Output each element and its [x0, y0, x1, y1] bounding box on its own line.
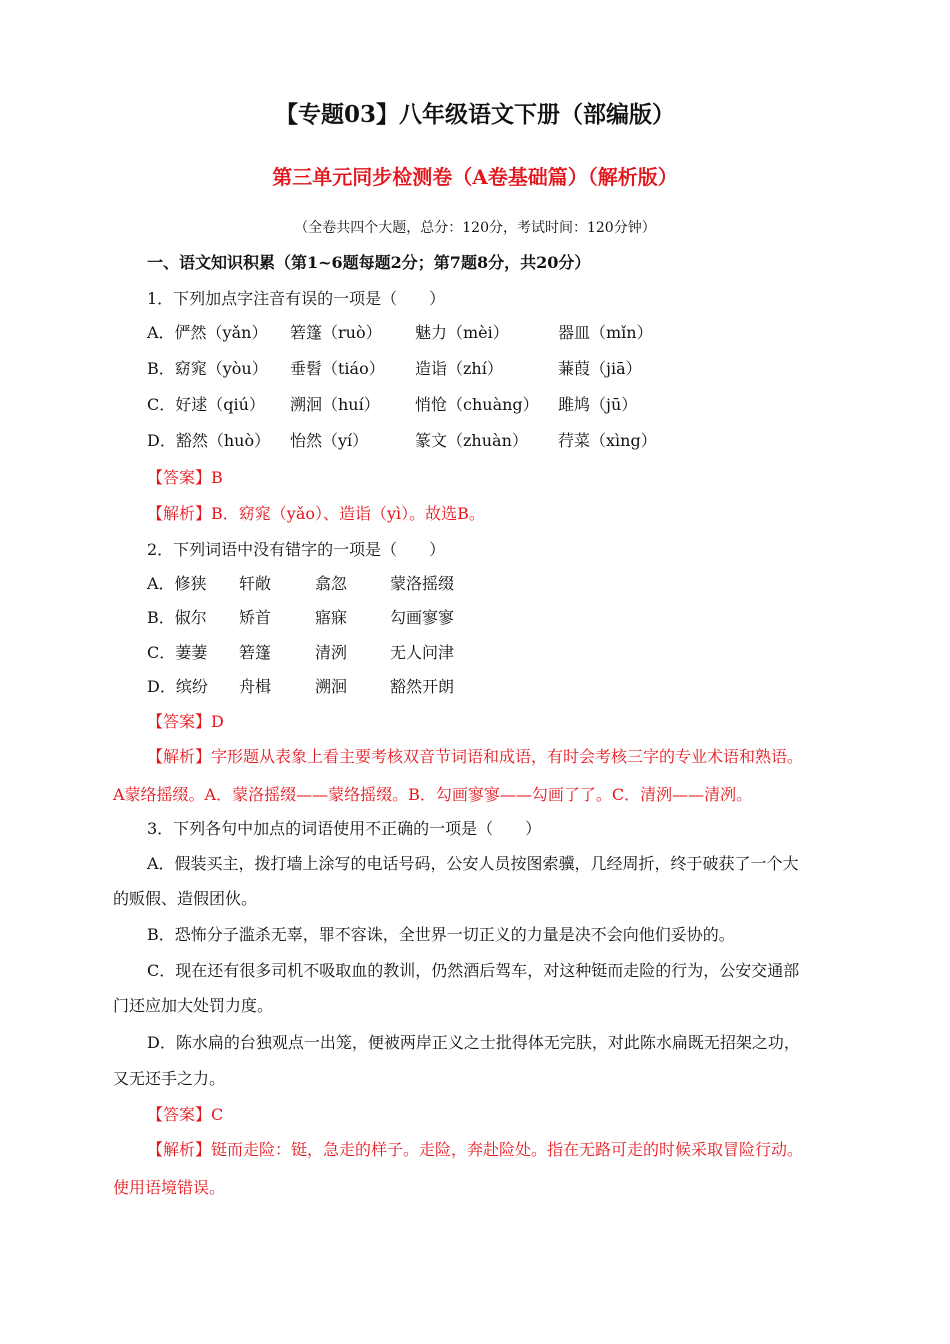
q1-b-2: 垂髫（tiáo） — [290, 359, 385, 378]
q1-c-1: C．好逑（qiú） — [147, 395, 265, 414]
q3-analysis — [147, 1139, 803, 1161]
answer-label: 【答案】 — [147, 468, 212, 487]
q3-option-d-cont: 又无还手之力。 — [113, 1069, 226, 1088]
q2-b-3: 寤寐 — [315, 608, 348, 627]
q2-stem: 2．下列词语中没有错字的一项是（ ） — [147, 540, 446, 559]
q2-analysis — [147, 746, 803, 768]
q3-option-a-cont: 的贩假、造假团伙。 — [113, 889, 258, 908]
q2-d-4: 豁然开朗 — [390, 677, 455, 696]
q1-b-3: 造诣（zhí） — [415, 359, 503, 378]
q1-c-3: 悄怆（chuàng） — [415, 395, 539, 414]
q3-option-a: A．假装买主，拨打墙上涂写的电话号码，公安人员按图索骥，几经周折，终于破获了一个大 — [147, 854, 799, 873]
q1-a-1: A．俨然（yǎn） — [147, 323, 268, 342]
q2-answer — [147, 711, 224, 733]
q3-option-d: D．陈水扁的台独观点一出笼，便被两岸正义之士批得体无完肤，对此陈水扁既无招架之功， — [147, 1033, 800, 1052]
q3-stem: 3．下列各句中加点的词语使用不正确的一项是（ ） — [147, 819, 542, 838]
q2-c-4: 无人问津 — [390, 643, 455, 662]
q1-a-2: 箬篷（ruò） — [290, 323, 382, 342]
q1-a-4: 器皿（mǐn） — [558, 323, 653, 342]
q2-analysis-cont: A蒙络摇缀。A．蒙洛摇缀——蒙络摇缀。B．勾画寥寥——勾画了了。C．清洌——清冽。 — [113, 785, 753, 804]
analysis-label: 【解析】 — [147, 747, 212, 766]
q1-c-4: 雎鸠（jū） — [558, 395, 638, 414]
q3-analysis-cont: 使用语境错误。 — [113, 1178, 226, 1197]
q1-d-4: 荇菜（xìng） — [558, 431, 657, 450]
q3-option-b: B．恐怖分子滥杀无辜，罪不容诛，全世界一切正义的力量是决不会向他们妥协的。 — [147, 925, 735, 944]
q2-b-2: 矫首 — [239, 608, 272, 627]
q1-d-1: D．豁然（huò） — [147, 431, 271, 450]
answer-label: 【答案】 — [147, 712, 212, 731]
q2-a-4: 蒙洛摇缀 — [390, 574, 455, 593]
analysis-text: 铤而走险：铤，急走的样子。走险，奔赴险处。指在无路可走的时候采取冒险行动。 — [211, 1140, 804, 1159]
analysis-label: 【解析】 — [147, 504, 212, 523]
q1-stem: 1．下列加点字注音有误的一项是（ ） — [147, 289, 446, 308]
exam-note: （全卷共四个大题，总分：120分，考试时间：120分钟） — [294, 220, 656, 236]
q2-b-1: B．俶尔 — [147, 608, 207, 627]
q2-d-2: 舟楫 — [239, 677, 272, 696]
q2-d-1: D．缤纷 — [147, 677, 208, 696]
answer-value: C — [211, 1105, 224, 1124]
q1-b-1: B．窈窕（yòu） — [147, 359, 268, 378]
section-heading: 一、语文知识积累（第1~6题每题2分；第7题8分，共20分） — [147, 253, 591, 272]
answer-value: B — [211, 468, 223, 487]
analysis-text: 字形题从表象上看主要考核双音节词语和成语，有时会考核三字的专业术语和熟语。 — [211, 747, 804, 766]
answer-label: 【答案】 — [147, 1105, 212, 1124]
q3-option-c: C．现在还有很多司机不吸取血的教训，仍然酒后驾车，对这种铤而走险的行为，公安交通部 — [147, 961, 800, 980]
q3-answer — [147, 1104, 223, 1126]
q1-d-2: 怡然（yí） — [290, 431, 369, 450]
answer-value: D — [211, 712, 224, 731]
q3-option-c-cont: 门还应加大处罚力度。 — [113, 996, 274, 1015]
q2-c-1: C．萋萋 — [147, 643, 208, 662]
q2-a-2: 轩敞 — [239, 574, 272, 593]
q2-a-1: A．修狭 — [147, 574, 207, 593]
q1-analysis — [147, 503, 485, 525]
q1-c-2: 溯洄（huí） — [290, 395, 380, 414]
page-subtitle: 第三单元同步检测卷（A卷基础篇）（解析版） — [272, 165, 678, 189]
q2-b-4: 勾画寥寥 — [390, 608, 455, 627]
page-title: 【专题03】八年级语文下册（部编版） — [274, 101, 675, 128]
q2-c-2: 箬篷 — [239, 643, 272, 662]
analysis-text: B．窈窕（yǎo）、造诣（yì）。故选B。 — [211, 504, 485, 523]
q2-c-3: 清洌 — [315, 643, 348, 662]
q1-answer — [147, 467, 223, 489]
analysis-label: 【解析】 — [147, 1140, 212, 1159]
q1-b-4: 蒹葭（jiā） — [558, 359, 642, 378]
q2-d-3: 溯洄 — [315, 677, 348, 696]
q1-a-3: 魅力（mèi） — [415, 323, 509, 342]
q1-d-3: 篆文（zhuàn） — [415, 431, 528, 450]
q2-a-3: 翕忽 — [315, 574, 348, 593]
